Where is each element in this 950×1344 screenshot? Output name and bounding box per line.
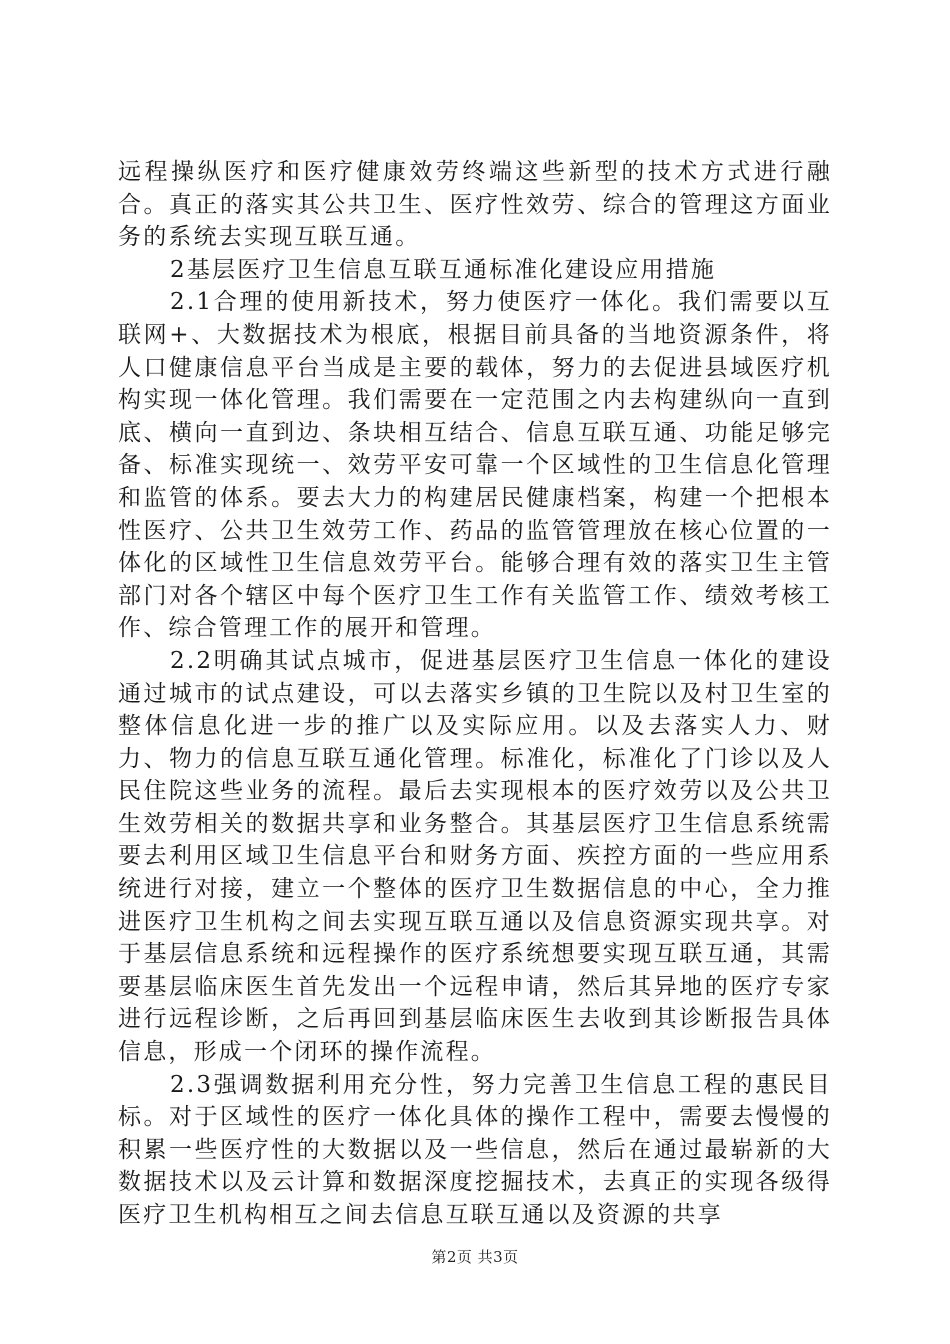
section-heading: 2基层医疗卫生信息互联互通标准化建设应用措施 bbox=[170, 256, 717, 283]
paragraph-2-2: 2.2明确其试点城市，促进基层医疗卫生信息一体化的建设通过城市的试点建设，可以去落实乡镇的卫生院以及村卫生室的整体信息化进一步的推广以及实际应用。以及去落实人力、财力、物力的信息互联互通化管理。标准化，标准化了门诊以及人民住院这些业务的流程。最后去实现根本的医疗效劳以及公共卫生效劳相关的数据共享和业务整合。其基层医疗卫生信息系统需要去利用区域卫生信息平台和财务方面、疾控方面的一些应用系统进行对接，建立一个整体的医疗卫生数据信息的中心，全力推进医疗卫生机构之间去实现互联互通以及信息资源实现共享。对于基层信息系统和远程操作的医疗系统想要实现互联互通，其需要基层临床医生首先发出一个远程申请，然后其异地的医疗专家进行远程诊断，之后再回到基层临床医生去收到其诊断报告具体信息，形成一个闭环的操作流程。 bbox=[118, 647, 832, 1066]
paragraph-continuation: 远程操纵医疗和医疗健康效劳终端这些新型的技术方式进行融合。真正的落实其公共卫生、医疗性效劳、综合的管理这方面业务的系统去实现互联互通。 bbox=[118, 159, 832, 251]
page-number-footer: 第2页 共3页 bbox=[431, 1248, 519, 1266]
paragraph-2-3: 2.3强调数据利用充分性，努力完善卫生信息工程的惠民目标。对于区域性的医疗一体化具体的操作工程中，需要去慢慢的积累一些医疗性的大数据以及一些信息，然后在通过最崭新的大数据技术以及云计算和数据深度挖掘技术，去真正的实现各级得医疗卫生机构相互之间去信息互联互通以及资源的共享 bbox=[118, 1071, 832, 1228]
document-body bbox=[118, 156, 832, 1232]
paragraph-2-1: 2.1合理的使用新技术，努力使医疗一体化。我们需要以互联网+、大数据技术为根底，根据目前具备的当地资源条件，将人口健康信息平台当成是主要的载体，努力的去促进县域医疗机构实现一体化管理。我们需要在一定范围之内去构建纵向一直到底、横向一直到边、条块相互结合、信息互联互通、功能足够完备、标准实现统一、效劳平安可靠一个区域性的卫生信息化管理和监管的体系。要去大力的构建居民健康档案，构建一个把根本性医疗、公共卫生效劳工作、药品的监管管理放在核心位置的一体化的区域性卫生信息效劳平台。能够合理有效的落实卫生主管部门对各个辖区中每个医疗卫生工作有关监管工作、绩效考核工作、综合管理工作的展开和管理。 bbox=[118, 289, 832, 642]
